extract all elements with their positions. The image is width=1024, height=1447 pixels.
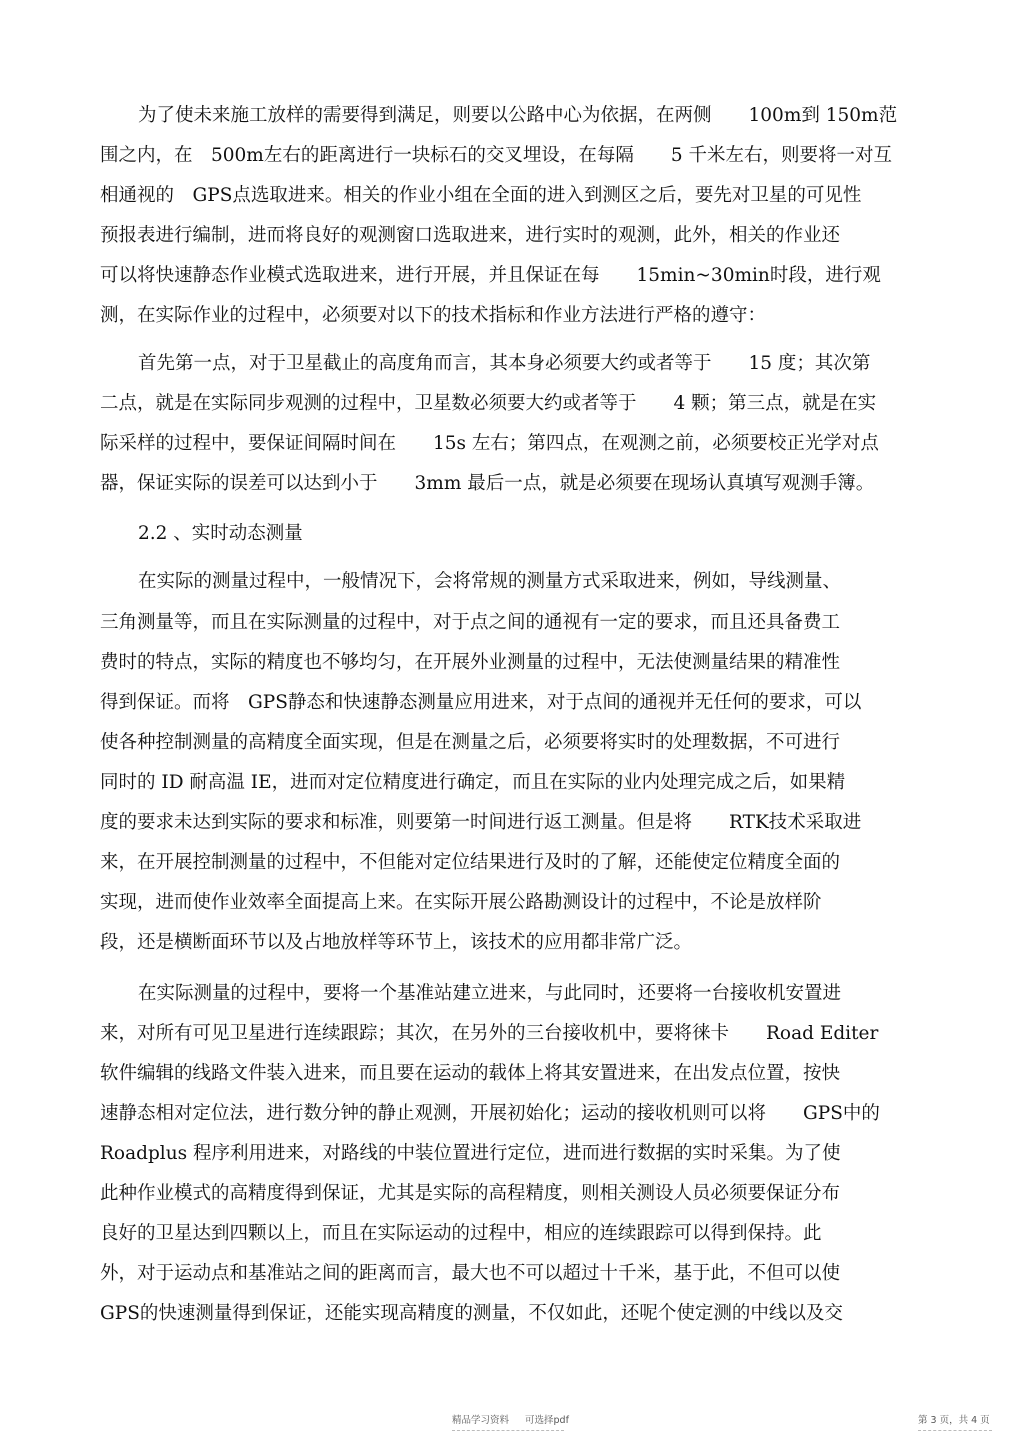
- text-line: 同时的 ID 耐高温 IE，进而对定位精度进行确定，而且在实际的业内处理完成之后，如果精: [100, 772, 846, 793]
- text-line: Roadplus 程序利用进来，对路线的中装位置进行定位，进而进行数据的实时采集。为了使: [100, 1143, 841, 1164]
- text-line: 器，保证实际的误差可以达到小于 3mm 最后一点，就是必须要在现场认真填写观测手簿。: [100, 473, 875, 494]
- text-line: 在实际测量的过程中，要将一个基准站建立进来，与此同时，还要将一台接收机安置进: [138, 983, 842, 1004]
- footer-label: 精品学习资料: [452, 1415, 510, 1426]
- text-line: 速静态相对定位法，进行数分钟的静止观测，开展初始化；运动的接收机则可以将 GPS中的: [100, 1103, 880, 1124]
- text-line: 可以将快速静态作业模式选取进来，进行开展，并且保证在每 15min~30min时段，进行观: [100, 265, 881, 286]
- text-line: 费时的特点，实际的精度也不够均匀，在开展外业测量的过程中，无法使测量结果的精准性: [100, 652, 841, 673]
- text-line: 际采样的过程中，要保证间隔时间在 15s 左右；第四点，在观测之前，必须要校正光学对点: [100, 433, 879, 454]
- text-line: GPS的快速测量得到保证，还能实现高精度的测量，不仅如此，还呢个使定测的中线以及交: [100, 1303, 843, 1324]
- footer-left: [452, 1412, 585, 1426]
- text-line: 外，对于运动点和基准站之间的距离而言，最大也不可以超过十千米，基于此，不但可以使: [100, 1263, 841, 1284]
- text-line: 来，对所有可见卫星进行连续跟踪；其次，在另外的三台接收机中，要将徕卡 Road Editer: [100, 1023, 879, 1044]
- text-line: 在实际的测量过程中，一般情况下，会将常规的测量方式采取进来，例如，导线测量、: [138, 571, 842, 592]
- text-line: 良好的卫星达到四颗以上，而且在实际运动的过程中，相应的连续跟踪可以得到保持。此: [100, 1223, 822, 1244]
- footer-divider: [452, 1430, 564, 1431]
- text-line: 段，还是横断面环节以及占地放样等环节上，该技术的应用都非常广泛。: [100, 932, 693, 953]
- footer-divider: [918, 1430, 992, 1431]
- text-line: 围之内，在 500m左右的距离进行一块标石的交叉埋设，在每隔 5 千米左右，则要将一对互: [100, 145, 893, 166]
- text-line: 软件编辑的线路文件装入进来，而且要在运动的载体上将其安置进来，在出发点位置，按快: [100, 1063, 841, 1084]
- text-line: 来，在开展控制测量的过程中，不但能对定位结果进行及时的了解，还能使定位精度全面的: [100, 852, 841, 873]
- text-line: 三角测量等，而且在实际测量的过程中，对于点之间的通视有一定的要求，而且还具备费工: [100, 612, 841, 633]
- footer-label: 可选择pdf: [525, 1415, 569, 1426]
- section-heading: 2.2 、实时动态测量: [138, 523, 303, 544]
- text-line: 度的要求未达到实际的要求和标准，则要第一时间进行返工测量。但是将 RTK技术采取进: [100, 812, 862, 833]
- text-line: 使各种控制测量的高精度全面实现，但是在测量之后，必须要将实时的处理数据，不可进行: [100, 732, 841, 753]
- text-line: 测，在实际作业的过程中，必须要对以下的技术指标和作业方法进行严格的遵守：: [100, 305, 767, 326]
- page-number: 第 3 页，共 4 页: [918, 1415, 990, 1426]
- text-line: 相通视的 GPS点选取进来。相关的作业小组在全面的进入到测区之后，要先对卫星的可见性: [100, 185, 862, 206]
- text-line: 此种作业模式的高精度得到保证，尤其是实际的高程精度，则相关测设人员必须要保证分布: [100, 1183, 841, 1204]
- text-line: 首先第一点，对于卫星截止的高度角而言，其本身必须要大约或者等于 15 度；其次第: [138, 353, 871, 374]
- text-line: 得到保证。而将 GPS静态和快速静态测量应用进来，对于点间的通视并无任何的要求，可以: [100, 692, 862, 713]
- text-line: 实现，进而使作业效率全面提高上来。在实际开展公路勘测设计的过程中，不论是放样阶: [100, 892, 822, 913]
- text-line: 二点，就是在实际同步观测的过程中，卫星数必须要大约或者等于 4 颗；第三点，就是在实: [100, 393, 877, 414]
- text-line: 预报表进行编制，进而将良好的观测窗口选取进来，进行实时的观测，此外，相关的作业还: [100, 225, 841, 246]
- text-line: 为了使未来施工放样的需要得到满足，则要以公路中心为依据，在两侧 100m到 150m范: [138, 105, 898, 126]
